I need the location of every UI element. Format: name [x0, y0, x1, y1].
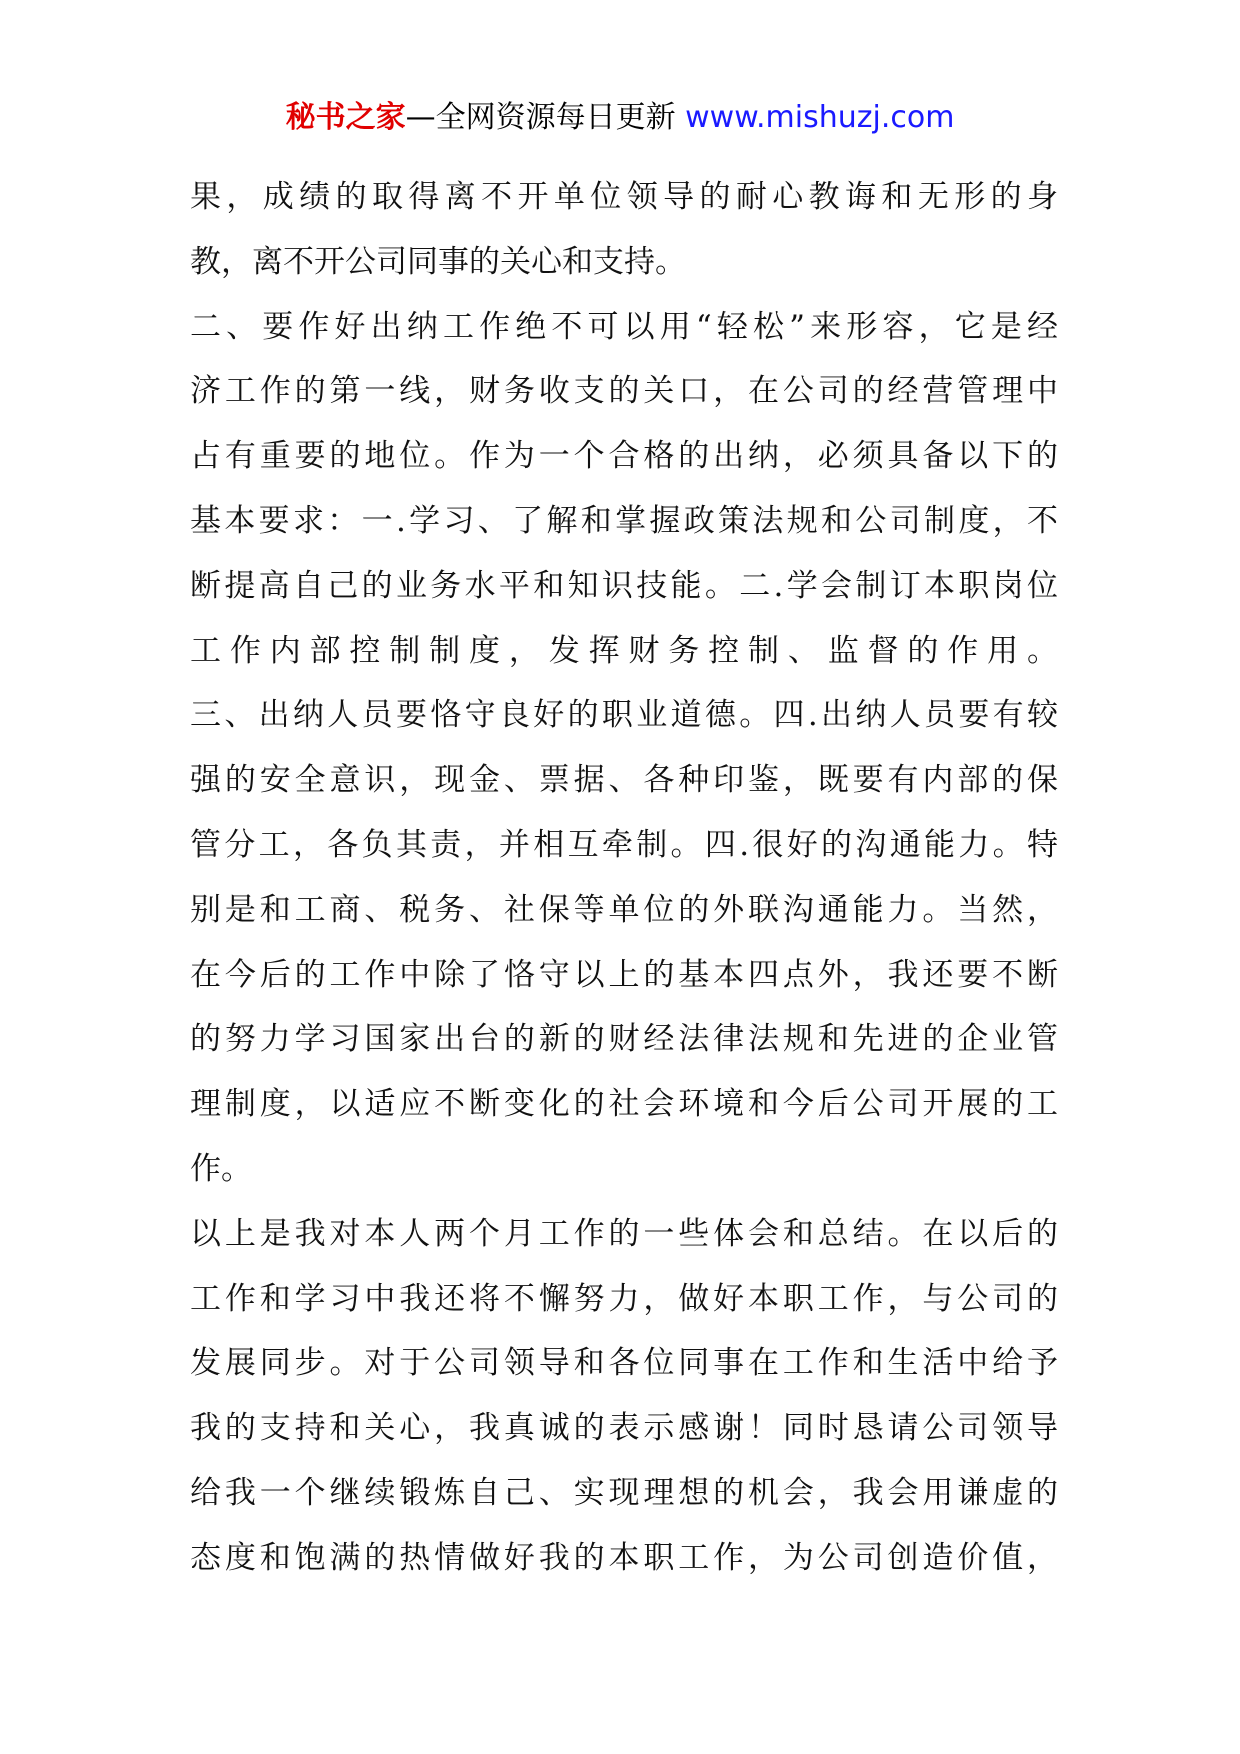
text-line: 教，离不开公司同事的关心和支持。 [190, 243, 686, 280]
text-line: 二、要作好出纳工作绝不可以用“轻松”来形容，它是经 [190, 308, 1058, 345]
text-line: 占有重要的地位。作为一个合格的出纳，必须具备以下的 [190, 438, 1058, 475]
text-line: 我的支持和关心，我真诚的表示感谢！同时恳请公司领导 [190, 1410, 1058, 1447]
text-line: 三、出纳人员要恪守良好的职业道德。四.出纳人员要有较 [190, 697, 1058, 734]
text-line: 发展同步。对于公司领导和各位同事在工作和生活中给予 [190, 1345, 1058, 1382]
text-line: 工作内部控制制度，发挥财务控制、监督的作用。 [190, 632, 1058, 669]
text-line: 管分工，各负其责，并相互牵制。四.很好的沟通能力。特 [190, 826, 1058, 863]
text-line: 济工作的第一线，财务收支的关口，在公司的经营管理中 [190, 373, 1058, 410]
site-url-link[interactable]: www.mishuzj.com [685, 100, 955, 135]
text-line: 以上是我对本人两个月工作的一些体会和总结。在以后的 [190, 1215, 1058, 1252]
text-line: 态度和饱满的热情做好我的本职工作，为公司创造价值， [190, 1539, 1058, 1576]
text-line: 基本要求：一.学习、了解和掌握政策法规和公司制度，不 [190, 502, 1058, 539]
text-line: 给我一个继续锻炼自己、实现理想的机会，我会用谦虚的 [190, 1474, 1058, 1511]
text-line: 理制度，以适应不断变化的社会环境和今后公司开展的工 [190, 1086, 1058, 1123]
text-line: 的努力学习国家出台的新的财经法律法规和先进的企业管 [190, 1021, 1058, 1058]
text-line: 强的安全意识，现金、票据、各种印鉴，既要有内部的保 [190, 762, 1058, 799]
text-line: 别是和工商、税务、社保等单位的外联沟通能力。当然， [190, 891, 1058, 928]
site-tagline: —全网资源每日更新 [405, 100, 686, 135]
text-line: 在今后的工作中除了恪守以上的基本四点外，我还要不断 [190, 956, 1058, 993]
text-line: 工作和学习中我还将不懈努力，做好本职工作，与公司的 [190, 1280, 1058, 1317]
site-brand: 秘书之家 [285, 100, 406, 135]
text-line: 作。 [190, 1150, 252, 1187]
text-line: 果，成绩的取得离不开单位领导的耐心教诲和无形的身 [190, 179, 1058, 215]
site-header [0, 98, 1240, 138]
text-line: 断提高自己的业务水平和知识技能。二.学会制订本职岗位 [190, 567, 1058, 604]
document-body [190, 165, 1058, 1591]
